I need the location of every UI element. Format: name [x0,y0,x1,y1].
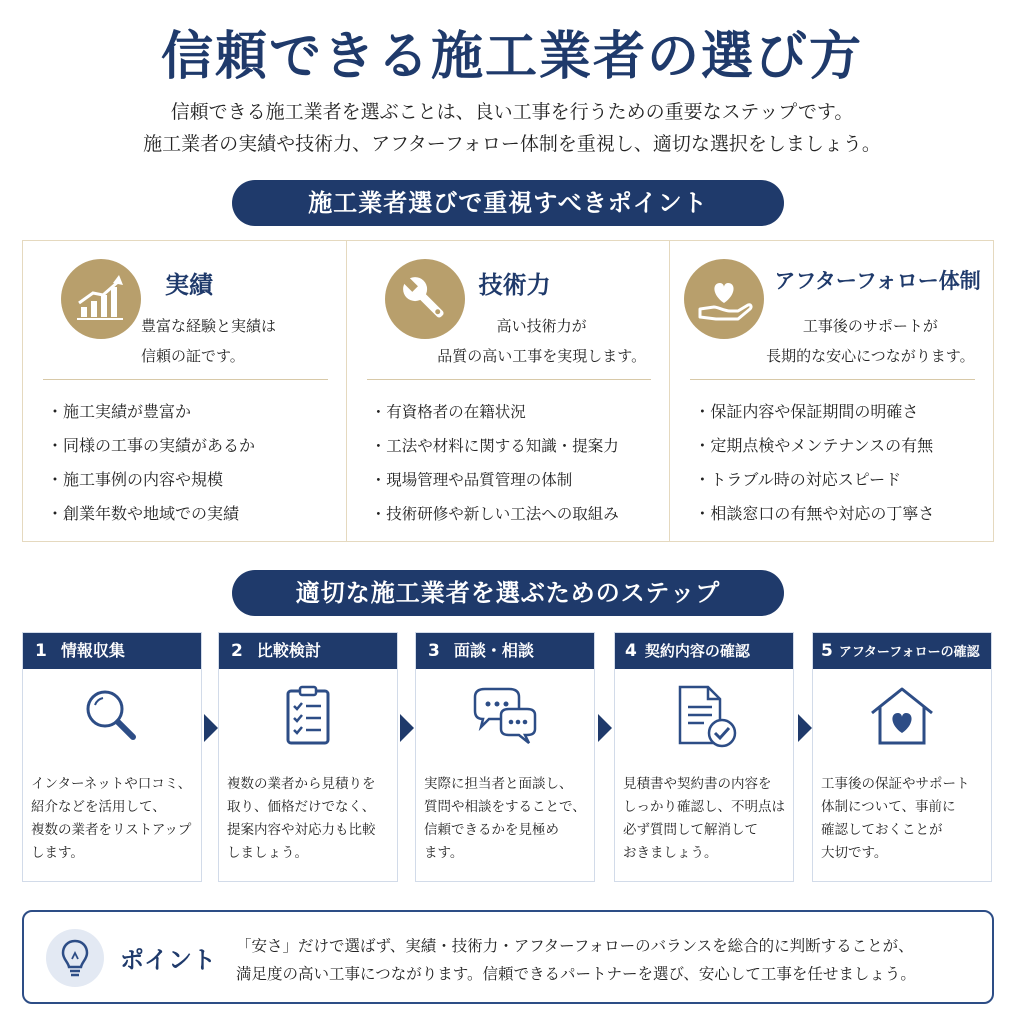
step-text-line: しっかり確認し、不明点は [623,799,785,815]
point-list [694,395,934,531]
step-number: 2 [231,641,243,661]
step-card [22,632,202,882]
list-item: ・ 創業年数や地域での実績 [47,497,255,531]
list-item: ・ 技術研修や新しい工法への取組み [371,497,619,531]
point-desc-line: 長期的な安心につながります。 [766,347,975,365]
list-item: ・ 定期点検やメンテナンスの有無 [694,429,934,463]
step-header [615,633,793,669]
checklist-icon [273,681,343,755]
step-text-line: 紹介などを活用して、 [31,799,166,815]
step-text-line: おきましょう。 [623,845,718,861]
point-card-technical-skill [347,241,671,541]
step-title: アフターフォローの確認 [838,645,980,660]
list-item: ・ 工法や材料に関する知識・提案力 [371,429,619,463]
list-item: ・ 同様の工事の実績があるか [47,429,255,463]
step-header [23,633,201,669]
point-desc [141,311,276,371]
intro-line: 信頼できる施工業者を選ぶことは、良い工事を行うための重要なステップです。 [170,101,854,123]
step-title: 比較検討 [256,641,321,660]
step-text-line: 取り、価格だけでなく、 [227,799,376,815]
step-number: 3 [428,641,440,661]
list-item: ・ 有資格者の在籍状況 [371,395,619,429]
chat-bubbles-icon [467,681,543,755]
point-desc-line: 工事後のサポートが [802,317,938,335]
step-header [219,633,397,669]
house-heart-icon [864,681,940,755]
step-text [31,773,197,865]
steps-heading: 適切な施工業者を選ぶためのステップ [232,570,784,616]
step-text [821,773,987,865]
tip-box [22,910,994,1004]
step-card [218,632,398,882]
points-panel [22,240,994,542]
tip-label: ポイント [120,946,216,974]
step-title: 面談・相談 [453,641,534,660]
point-list [47,395,255,531]
bar-chart-icon [61,259,141,339]
step-number: 4 [625,641,637,661]
step-text [623,773,789,865]
step-text-line: 体制について、事前に [821,799,956,815]
step-text-line: 信頼できるかを見極め [424,822,559,838]
points-heading: 施工業者選びで重視すべきポイント [232,180,784,226]
intro-line: 施工業者の実績や技術力、アフターフォロー体制を重視し、適切な選択をしましょう。 [143,133,881,155]
divider [43,379,328,380]
list-item: ・ トラブル時の対応スピード [694,463,934,497]
magnifier-icon [77,681,147,755]
step-header [416,633,594,669]
step-card [812,632,992,882]
step-text-line: 工事後の保証やサポート [821,776,970,792]
point-desc-line: 品質の高い工事を実現します。 [437,347,647,365]
step-text-line: 複数の業者をリストアップ [31,822,192,838]
step-text-line: 質問や相談をすることで、 [424,799,586,815]
step-text-line: 見積書や契約書の内容を [623,776,772,792]
point-desc [427,311,657,371]
step-text [227,773,393,865]
step-text-line: 必ず質問して解消して [623,822,758,838]
tip-text-line: 満足度の高い工事につながります。信頼できるパートナーを選び、安心して工事を任せましょう。 [236,965,916,983]
step-text-line: 提案内容や対応力も比較 [227,822,376,838]
step-header [813,633,991,669]
step-number: 5 [821,641,833,661]
steps-row [22,632,988,882]
step-arrow-icon [400,714,414,742]
step-arrow-icon [204,714,218,742]
step-text-line: 複数の業者から見積りを [227,776,376,792]
point-desc-line: 高い技術力が [496,317,587,335]
page-title: 信頼できる施工業者の選び方 [160,27,863,87]
lightbulb-icon [46,929,104,987]
step-arrow-icon [798,714,812,742]
divider [367,379,652,380]
step-text-line: 大切です。 [821,845,888,861]
step-title: 情報収集 [60,641,125,660]
list-item: ・ 施工実績が豊富か [47,395,255,429]
point-desc-line: 豊富な経験と実績は [141,317,277,335]
step-arrow-icon [598,714,612,742]
step-text-line: 確認しておくことが [821,822,943,838]
point-title: 実績 [165,271,213,299]
step-number: 1 [35,641,47,661]
point-title: 技術力 [478,271,551,299]
step-text-line: インターネットや口コミ、 [31,776,192,792]
point-desc-line: 信頼の証です。 [141,347,245,365]
list-item: ・ 相談窓口の有無や対応の丁寧さ [694,497,934,531]
step-text [424,773,590,865]
list-item: ・ 施工事例の内容や規模 [47,463,255,497]
document-check-icon [666,681,742,755]
point-list [371,395,619,531]
step-text-line: 実際に担当者と面談し、 [424,776,573,792]
step-title: 契約内容の確認 [644,642,750,660]
intro-text [0,96,1024,160]
point-card-after-follow [670,241,993,541]
step-text-line: します。 [31,845,84,861]
tip-text [236,932,916,988]
divider [690,379,975,380]
step-card [614,632,794,882]
list-item: ・ 保証内容や保証期間の明確さ [694,395,934,429]
point-desc [740,311,1000,371]
step-text-line: ます。 [424,845,464,861]
point-title: アフターフォロー体制 [774,269,981,293]
step-card [415,632,595,882]
step-text-line: しましょう。 [227,845,308,861]
point-card-track-record [23,241,347,541]
list-item: ・ 現場管理や品質管理の体制 [371,463,619,497]
tip-text-line: 「安さ」だけで選ばず、実績・技術力・アフターフォローのバランスを総合的に判断することが、 [236,937,914,955]
